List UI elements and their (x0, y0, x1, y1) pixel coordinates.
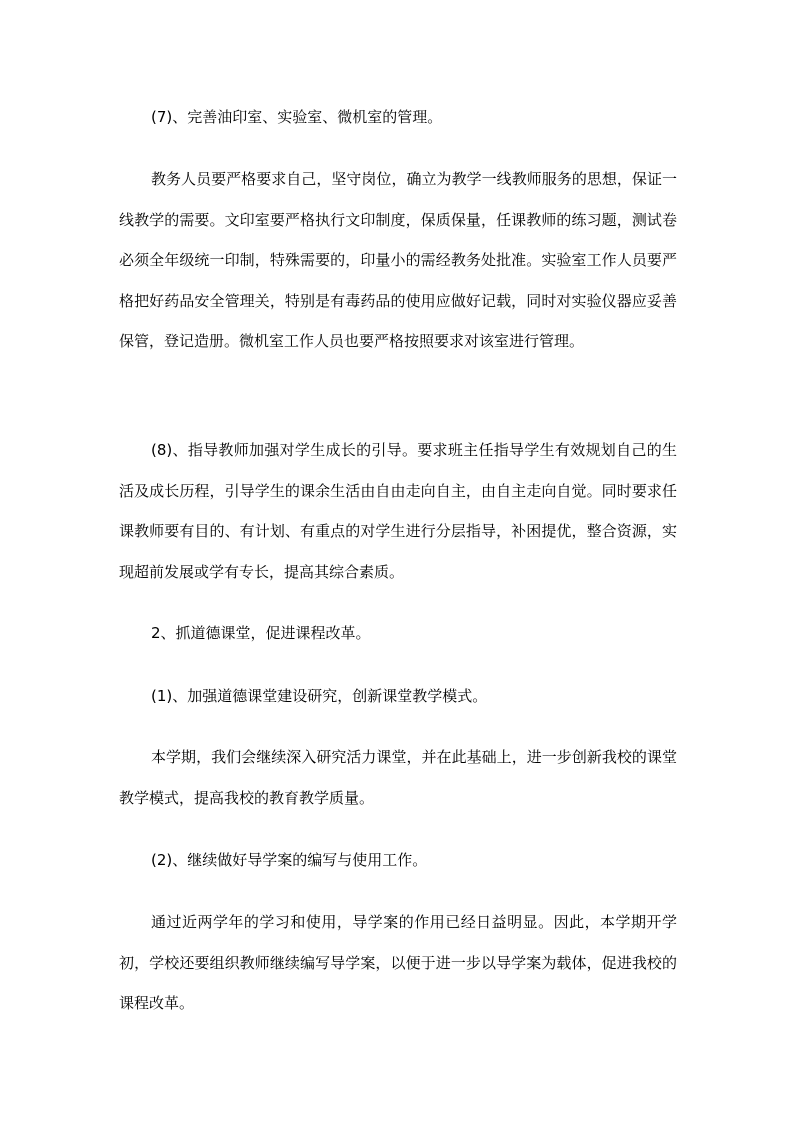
section-heading-2: 2、抓道德课堂，促进课程改革。 (151, 624, 371, 642)
paragraph-heading-2: (2)、继续做好导学案的编写与使用工作。 (151, 851, 428, 869)
paragraph-heading-8: (8)、指导教师加强对学生成长的引导。要求班主任指导学生有效规划自己的生活及成长历程，引导学生的课余生活由自由走向自主，由自主走向自觉。同时要求任课教师要有目的、有计划、有重点的对学生进行分层指导，补困提优，整合资源，实现超前发展或学有专长，提高其综合素质。 (119, 441, 677, 581)
paragraph-heading-1: (1)、加强道德课堂建设研究，创新课堂教学模式。 (151, 687, 488, 705)
paragraph-staff-requirements: 教务人员要严格要求自己，坚守岗位，确立为教学一线教师服务的思想，保证一线教学的需要。文印室要严格执行文印制度，保质保量，任课教师的练习题，测试卷必须全年级统一印制，特殊需要的，印量小的需经教务处批准。实验室工作人员要严格把好药品安全管理关，特别是有毒药品的使用应做好记载，同时对实验仪器应妥善保管，登记造册。微机室工作人员也要严格按照要求对该室进行管理。 (119, 170, 677, 350)
paragraph-guided-learning: 通过近两学年的学习和使用，导学案的作用已经日益明显。因此，本学期开学初，学校还要组织教师继续编写导学案，以便于进一步以导学案为载体，促进我校的课程改革。 (119, 913, 677, 1012)
paragraph-heading-7: (7)、完善油印室、实验室、微机室的管理。 (151, 108, 443, 126)
paragraph-vital-classroom: 本学期，我们会继续深入研究活力课堂，并在此基础上，进一步创新我校的课堂教学模式，提高我校的教育教学质量。 (119, 748, 677, 807)
